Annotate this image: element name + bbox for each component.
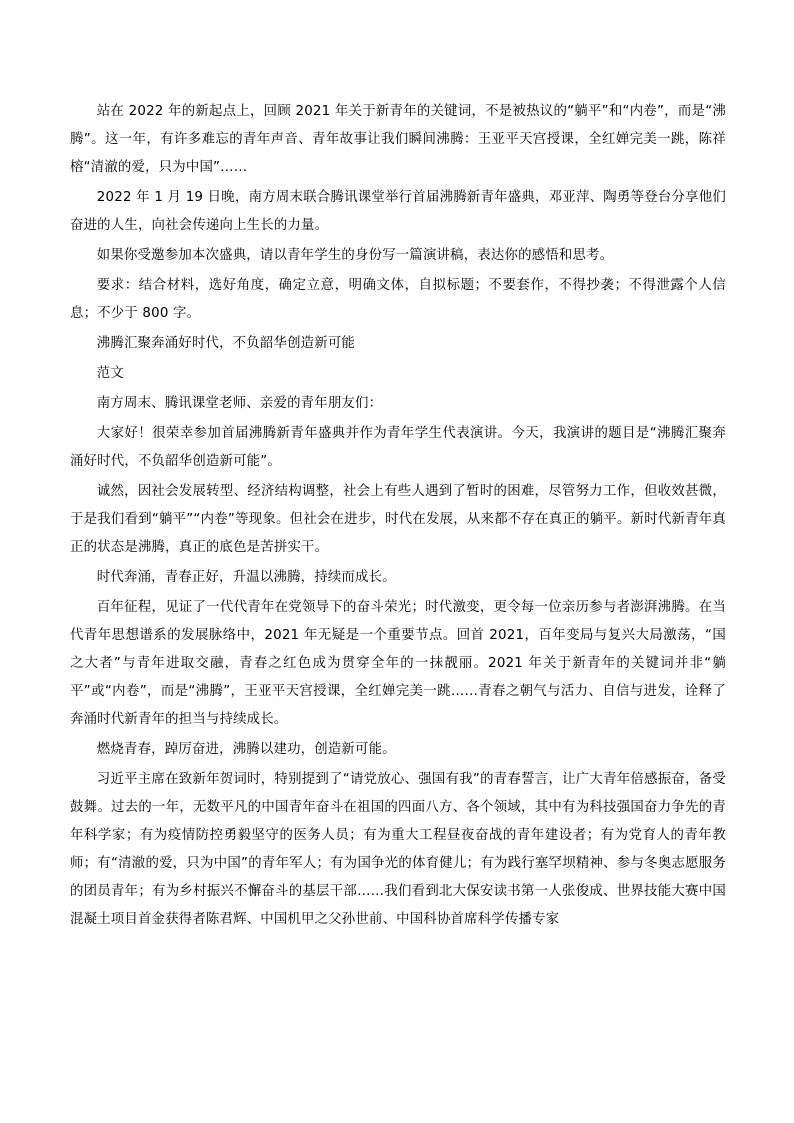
paragraph-event: 2022 年 1 月 19 日晚，南方周末联合腾讯课堂举行首届沸腾新青年盛典，邓亚萍、陶勇等登台分享他们奋进的人生，向社会传递向上生长的力量。 (70, 190, 726, 233)
salutation: 南方周末、腾讯课堂老师、亲爱的青年朋友们： (96, 396, 383, 411)
subheading-1: 时代奔涌，青春正好，升温以沸腾，持续而成长。 (96, 570, 396, 585)
paragraph-history: 百年征程，见证了一代代青年在党领导下的奋斗荣光；时代激变，更令每一位亲历参与者澎湃沸腾。在当代青年思想谱系的发展脉络中，2021 年无疑是一个重要节点。回首 2021，百年变局与复兴大局激荡，“国之大者”与青年进取交融，青春之红色成为贯穿全年的一抹靓丽。2021 年关于新青年的关键词并非“躺平”或“内卷”，而是“沸腾”，王亚平天宫授课，全红婵完美一跳……青春之朝气与活力、自信与进发，诠释了奔涌时代新青年的担当与持续成长。 (70, 600, 726, 727)
paragraph-requirements: 要求：结合材料，选好角度，确定立意，明确文体，自拟标题；不要套作，不得抄袭；不得泄露个人信息；不少于 800 字。 (70, 278, 726, 321)
paragraph-argument: 诚然，因社会发展转型、经济结构调整，社会上有些人遇到了暂时的困难，尽管努力工作，但收效甚微，于是我们看到“躺平”“内卷”等现象。但社会在进步，时代在发展，从来都不存在真正的躺平。新时代新青年真正的状态是沸腾，真正的底色是苦拼实干。 (70, 484, 726, 555)
paragraph-examples: 习近平主席在致新年贺词时，特别提到了“请党放心、强国有我”的青春誓言，让广大青年倍感振奋，备受鼓舞。过去的一年，无数平凡的中国青年奋斗在祖国的四面八方、各个领域，其中有为科技强国奋力争先的青年科学家；有为疫情防控勇毅坚守的医务人员；有为重大工程昼夜奋战的青年建设者；有为党育人的青年教师；有“清澈的爱，只为中国”的青年军人；有为国争光的体育健儿；有为践行塞罕坝精神、参与冬奥志愿服务的团员青年；有为乡村振兴不懈奋斗的基层干部……我们看到北大保安读书第一人张俊成、世界技能大赛中国混凝土项目首金获得者陈君辉、中国机甲之父孙世前、中国科协首席科学传播专家 (70, 772, 726, 927)
subheading-2: 燃烧青春，踔厉奋进，沸腾以建功，创造新可能。 (96, 742, 396, 757)
essay-title: 沸腾汇聚奔涌好时代，不负韶华创造新可能 (96, 336, 356, 351)
document-body (70, 98, 726, 936)
paragraph-intro: 站在 2022 年的新起点上，回顾 2021 年关于新青年的关键词，不是被热议的“躺平”和“内卷”，而是“沸腾”。这一年，有许多难忘的青年声音、青年故事让我们瞬间沸腾：王亚平天宫授课，全红婵完美一跳，陈祥榕“清澈的爱，只为中国”…… (70, 104, 726, 175)
sample-label: 范文 (96, 366, 124, 381)
paragraph-opening: 大家好！很荣幸参加首届沸腾新青年盛典并作为青年学生代表演讲。今天，我演讲的题目是“沸腾汇聚奔涌好时代，不负韶华创造新可能”。 (70, 426, 726, 469)
paragraph-prompt: 如果你受邀参加本次盛典，请以青年学生的身份写一篇演讲稿，表达你的感悟和思考。 (96, 248, 614, 263)
